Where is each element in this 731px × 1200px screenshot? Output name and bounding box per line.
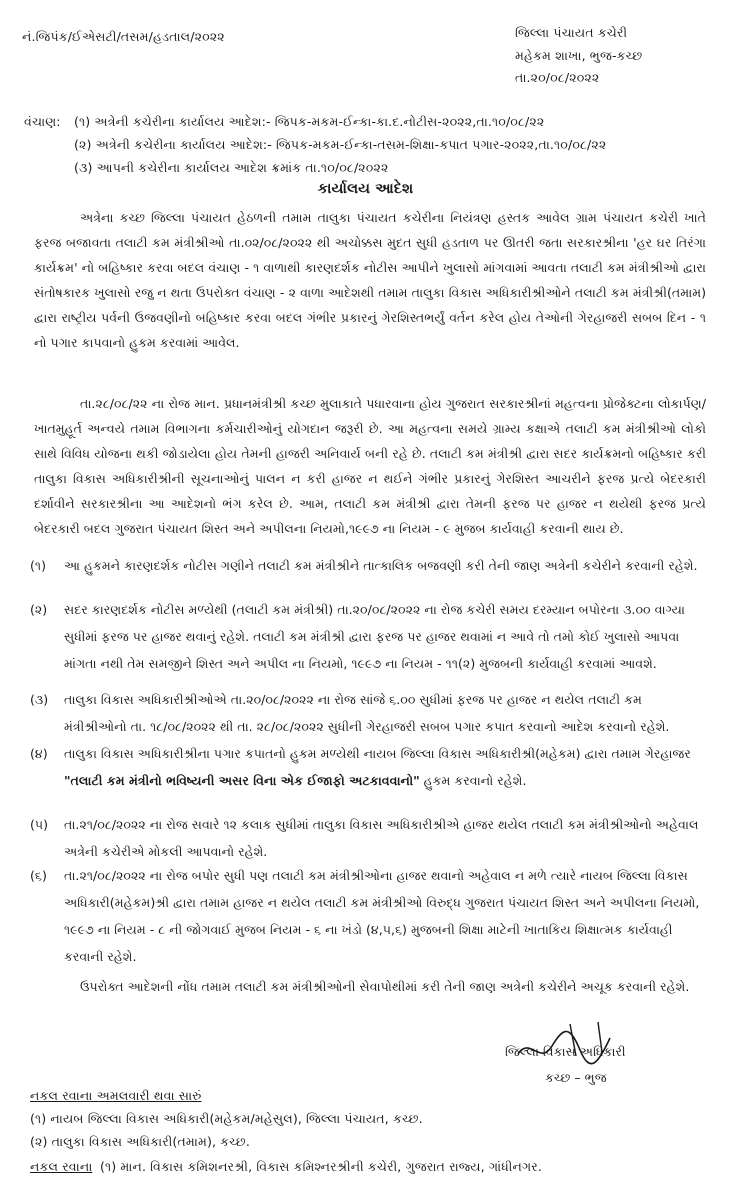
copy-forwarded-item: (૧) માન. વિકાસ કમિશનરશ્રી, વિકાસ કમિશ્નરશ્રીની કચેરી, ગુજરાત રાજ્ય, ગાંધીનગર.	[100, 1159, 542, 1174]
order-item-4	[30, 740, 706, 794]
order-item-number: (૩)	[30, 692, 49, 707]
order-item-number: (૫)	[30, 817, 49, 832]
order-item-text: સદર કારણદર્શક નોટીસ મળ્યેથી (તલાટી કમ મંત્રીશ્રી) તા.૨૦/૦૮/૨૦૨૨ ના રોજ કચેરી સમય દરમ્યાન બપોરના ૩.૦૦ વાગ્યા સુધીમાં ફરજ પર હાજર થવાનું રહેશે. તલાટી કમ મંત્રીશ્રી દ્વારા ફરજ પર હાજર થવામાં ન આવે તો તમો કોઈ ખુલાસો આપવા માંગતા નથી તેમ સમજીને શિસ્ત અને અપીલ ના નિયમો, ૧૯૯૭ ના નિયમ - ૧૧(૨) મુજબની કાર્યવાહી કરવામાં આવશે.	[64, 602, 686, 671]
order-item-text-wrap	[30, 740, 706, 794]
closing-instruction: ઉપરોક્ત આદેશની નોંધ તમામ તલાટી કમ મંત્રીશ્રીઓની સેવાપોથીમાં કરી તેની જાણ અત્રેની કચેરીને અચૂક કરવાની રહેશે.	[80, 979, 690, 994]
order-item-5	[30, 811, 706, 865]
order-item-quote: "તલાટી કમ મંત્રીનો ભવિષ્યની અસર વિના એક ઈજાફો અટકાવવાનો"	[64, 773, 420, 788]
order-date: તા.૨૦/૦૮/૨૦૨૨	[515, 70, 600, 85]
order-item-text: તાલુકા વિકાસ અધિકારીશ્રીઓએ તા.૨૦/૦૮/૨૦૨૨ ના રોજ સાંજે ૬.૦૦ સુધીમાં ફરજ પર હાજર ન થયેલ તલાટી કમ મંત્રીશ્રીઓનો તા. ૧૮/૦૮/૨૦૨૨ થી તા. ૨૮/૦૮/૨૦૨૨ સુધીની ગેરહાજરી સબબ પગાર કપાત કરવાનો આદેશ કરવાનો રહેશે.	[64, 692, 670, 734]
read-item-2: (૨) અત્રેની કચેરીના કાર્યાલય આદેશ:- જિપક-મકમ-ઈન્કા-તસમ-શિક્ષા-કપાત પગાર-૨૦૨૨,તા.૧૦/૦૮/૨૨	[74, 137, 607, 152]
order-item-6	[30, 862, 706, 970]
order-item-text: તા.૨૧/૦૮/૨૦૨૨ ના રોજ સવારે ૧૨ કલાક સુધીમાં તાલુકા વિકાસ અધિકારીશ્રીએ હાજર થયેલ તલાટી કમ મંત્રીશ્રીઓનો અહેવાલ અત્રેની કચેરીએ મોકલી આપવાનો રહેશે.	[64, 817, 699, 859]
read-label: વંચાણ:	[24, 114, 61, 129]
office-name: જિલ્લા પંચાયત કચેરી	[515, 25, 628, 40]
order-item-number: (૬)	[30, 868, 47, 883]
signatory-designation: જિલ્લા વિકાસ અધિકારી	[505, 1044, 626, 1059]
copy-to-item-1: (૧) નાયબ જિલ્લા વિકાસ અધિકારી(મહેકમ/મહેસુલ), જિલ્લા પંચાયત, કચ્છ.	[30, 1111, 423, 1126]
read-item-3: (૩) આપની કચેરીના કાર્યાલય આદેશ ક્રમાંક તા.૧૦/૦૮/૨૦૨૨	[74, 160, 389, 175]
order-item-2	[30, 596, 706, 677]
order-item-text: આ હુકમને કારણદર્શક નોટીસ ગણીને તલાટી કમ મંત્રીશ્રીને તાત્કાલિક બજવણી કરી તેની જાણ અત્રેની કચેરીને કરવાની રહેશે.	[64, 558, 698, 573]
copy-to-heading: નકલ રવાના અમલવારી થવા સારું	[30, 1088, 202, 1103]
order-item-number: (૪)	[30, 746, 48, 761]
paragraph-2: તા.૨૮/૦૮/૨૨ ના રોજ માન. પ્રધાનમંત્રીશ્રી કચ્છ મુલાકાતે પધારવાના હોય ગુજરાત સરકારશ્રીનાં મહત્વના પ્રોજેક્ટના લોકાર્પણ/ખાતમુહૂર્ત અન્વયે તમામ વિભાગના કર્મચારીઓનું યોગદાન જરૂરી છે. આ મહત્વના સમયે ગ્રામ્ય કક્ષાએ તલાટી કમ મંત્રીશ્રીઓ લોકો સાથે વિવિધ યોજના થકી જોડાયેલા હોય તેમની હાજરી અનિવાર્ય બની રહે છે. તલાટી કમ મંત્રીશ્રી દ્વારા સદર કાર્યક્રમનો બહિષ્કાર કરી તાલુકા વિકાસ અધિકારીશ્રીની સૂચનાઓનું પાલન ન કરી હાજર ન થઈને ગંભીર પ્રકારનું ગેરશિસ્ત આચરીને ફરજ પ્રત્યે બેદરકારી દર્શાવીને સરકારશ્રીના આ આદેશનો ભંગ કરેલ છે. આમ, તલાટી કમ મંત્રીશ્રી દ્વારા તેમની ફરજ પર હાજર ન થયેથી ફરજ પ્રત્યે બેદરકારી બદલ ગુજરાત પંચાયત શિસ્ત અને અપીલના નિયમો,૧૯૯૭ ના નિયમ - ૯ મુજબ કાર્યવાહી કરવાની થાય છે.	[34, 396, 706, 536]
order-item-tail: હુકમ કરવાનો રહેશે.	[419, 773, 527, 788]
order-item-3	[30, 686, 706, 740]
document-title: કાર્યાલય આદેશ	[317, 181, 414, 197]
order-item-1	[30, 552, 706, 579]
order-item-number: (૧)	[30, 558, 46, 573]
paragraph-1: અત્રેના કચ્છ જિલ્લા પંચાયત હેઠળની તમામ તાલુકા પંચાયત કચેરીના નિયંત્રણ હસ્તક આવેલ ગ્રામ પંચાયત કચેરી ખાતે ફરજ બજાવતા તલાટી કમ મંત્રીશ્રીઓ તા.૦૨/૦૮/૨૦૨૨ થી અચોક્કસ મુદત સુધી હડતાળ પર ઊતરી જતા સરકારશ્રીના 'હર ઘર તિરંગા કાર્યક્રમ' નો બહિષ્કાર કરવા બદલ વંચાણ - ૧ વાળાથી કારણદર્શક નોટીસ આપીને ખુલાસો માંગવામાં આવતા તલાટી કમ મંત્રીશ્રીઓ દ્વારા સંતોષકારક ખુલાસો રજુ ન થતા ઉપરોક્ત વંચાણ - ૨ વાળા આદેશથી તમામ તાલુકા વિકાસ અધિકારીશ્રીઓને તલાટી કમ મંત્રીશ્રી(તમામ) દ્વારા રાષ્ટ્રીય પર્વની ઉજવણીનો બહિષ્કાર કરવા બદલ ગંભીર પ્રકારનું ગેરશિસ્તભર્યું વર્તન કરેલ હોય તેઓની ગેરહાજરી સબબ દિન - ૧ નો પગાર કાપવાનો હુકમ કરવામાં આવેલ.	[34, 210, 706, 350]
order-item-number: (૨)	[30, 602, 48, 617]
order-item-text: તાલુકા વિકાસ અધિકારીશ્રીના પગાર કપાતનો હુકમ મળ્યેથી નાયબ જિલ્લા વિકાસ અધિકારીશ્રી(મહેકમ) દ્વારા તમામ ગેરહાજર	[64, 746, 691, 761]
signatory-place: કચ્છ – ભુજ	[545, 1070, 607, 1085]
read-item-1: (૧) અત્રેની કચેરીના કાર્યાલય આદેશ:- જિપક-મકમ-ઈન્કા-કા.દ.નોટીસ-૨૦૨૨,તા.૧૦/૦૮/૨૨	[74, 114, 545, 129]
reference-number: નં.જિપંક/ઈએસટી/તસમ/હડતાલ/૨૦૨૨	[22, 29, 225, 44]
order-item-text: તા.૨૧/૦૮/૨૦૨૨ ના રોજ બપોર સુધી પણ તલાટી કમ મંત્રીશ્રીઓના હાજર થવાનો અહેવાલ ન મળે ત્યારે નાયબ જિલ્લા વિકાસ અધિકારી(મહેકમ)શ્રી દ્વારા તમામ હાજર ન થયેલ તલાટી કમ મંત્રીશ્રીઓ વિરુદ્ધ ગુજરાત પંચાયત શિસ્ત અને અપીલના નિયમો, ૧૯૯૭ ના નિયમ - ૮ ની જોગવાઈ મુજબ નિયમ - ૬ ના ખંડો (૪,૫,૬) મુજબની શિક્ષા માટેની ખાતાકિય શિક્ષાત્મક કાર્યવાહી કરવાની રહેશે.	[64, 868, 700, 964]
office-branch: મહેકમ શાખા, ભુજ-કચ્છ	[515, 48, 643, 63]
copy-forwarded-label: નકલ રવાના	[30, 1159, 93, 1174]
copy-to-item-2: (૨) તાલુકા વિકાસ અધિકારી(તમામ), કચ્છ.	[30, 1134, 250, 1149]
